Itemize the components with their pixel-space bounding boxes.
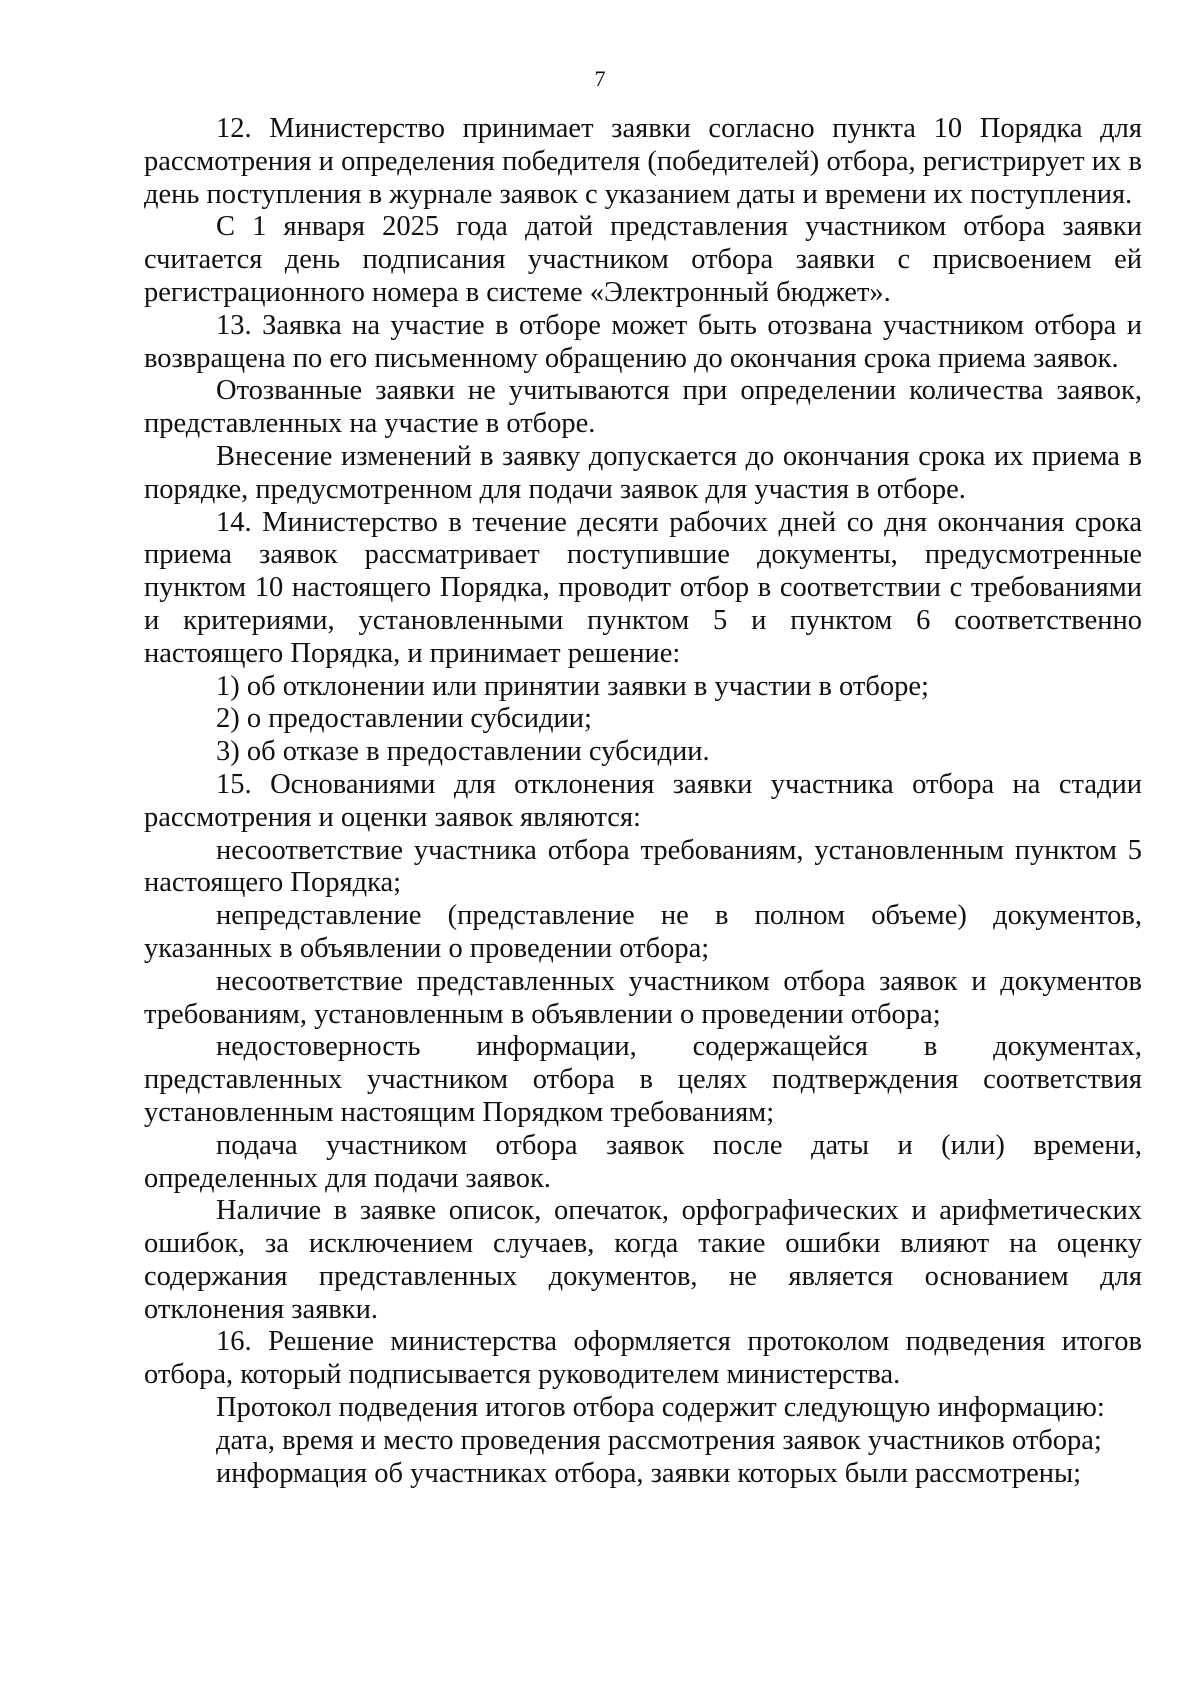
paragraph-15: 15. Основаниями для отклонения заявки участника отбора на стадии рассмотрения и оценки заявок являются: — [144, 768, 1142, 833]
paragraph-16: 16. Решение министерства оформляется протоколом подведения итогов отбора, который подписывается руководителем министерства. — [144, 1326, 1142, 1391]
paragraph-14: 14. Министерство в течение десяти рабочих дней со дня окончания срока приема заявок рассматривает поступившие документы, предусмотренные пунктом 10 настоящего Порядка, проводит отбор в соответствии с требованиями и критериями, установленными пунктом 5 и пунктом 6 соответственно настоящего Порядка, и принимает решение: — [144, 506, 1142, 669]
document-body — [144, 113, 1142, 1490]
rejection-ground-5: подача участником отбора заявок после даты и (или) времени, определенных для подачи заявок. — [144, 1129, 1142, 1194]
paragraph-13-changes: Внесение изменений в заявку допускается до окончания срока их приема в порядке, предусмотренном для подачи заявок для участия в отборе. — [144, 440, 1142, 505]
rejection-ground-1: несоответствие участника отбора требованиям, установленным пунктом 5 настоящего Порядка; — [144, 834, 1142, 899]
rejection-ground-3: несоответствие представленных участником отбора заявок и документов требованиям, установленным в объявлении о проведении отбора; — [144, 965, 1142, 1030]
paragraph-12-registration-date: С 1 января 2025 года датой представления участником отбора заявки считается день подписания участником отбора заявки с присвоением ей регистрационного номера в системе «Электронный бюджет». — [144, 211, 1142, 308]
protocol-item-2: информация об участниках отбора, заявки которых были рассмотрены; — [216, 1457, 1082, 1489]
rejection-ground-4: недостоверность информации, содержащейся в документах, представленных участником отбора в целях подтверждения соответствия установленным настоящим Порядком требованиям; — [144, 1031, 1142, 1128]
list-item-1: 1) об отклонении или принятии заявки в участии в отборе; — [216, 670, 929, 702]
paragraph-15-typos: Наличие в заявке описок, опечаток, орфографических и арифметических ошибок, за исключением случаев, когда такие ошибки влияют на оценку содержания представленных документов, не является основанием для отклонения заявки. — [144, 1195, 1142, 1325]
paragraph-12: 12. Министерство принимает заявки согласно пункта 10 Порядка для рассмотрения и определения победителя (победителей) отбора, регистрирует их в день поступления в журнале заявок с указанием даты и времени их поступления. — [144, 113, 1142, 210]
rejection-ground-2: непредставление (представление не в полном объеме) документов, указанных в объявлении о проведении отбора; — [144, 900, 1142, 964]
paragraph-13: 13. Заявка на участие в отборе может быть отозвана участником отбора и возвращена по его письменному обращению до окончания срока приема заявок. — [144, 309, 1142, 374]
list-item-2: 2) о предоставлении субсидии; — [216, 703, 592, 735]
paragraph-13-withdrawn: Отозванные заявки не учитываются при определении количества заявок, представленных на участие в отборе. — [144, 375, 1142, 440]
protocol-item-1: дата, время и место проведения рассмотрения заявок участников отбора; — [216, 1424, 1102, 1456]
list-item-3: 3) об отказе в предоставлении субсидии. — [216, 736, 710, 768]
page-number: 7 — [594, 66, 606, 91]
paragraph-16-protocol: Протокол подведения итогов отбора содержит следующую информацию: — [216, 1392, 1105, 1424]
